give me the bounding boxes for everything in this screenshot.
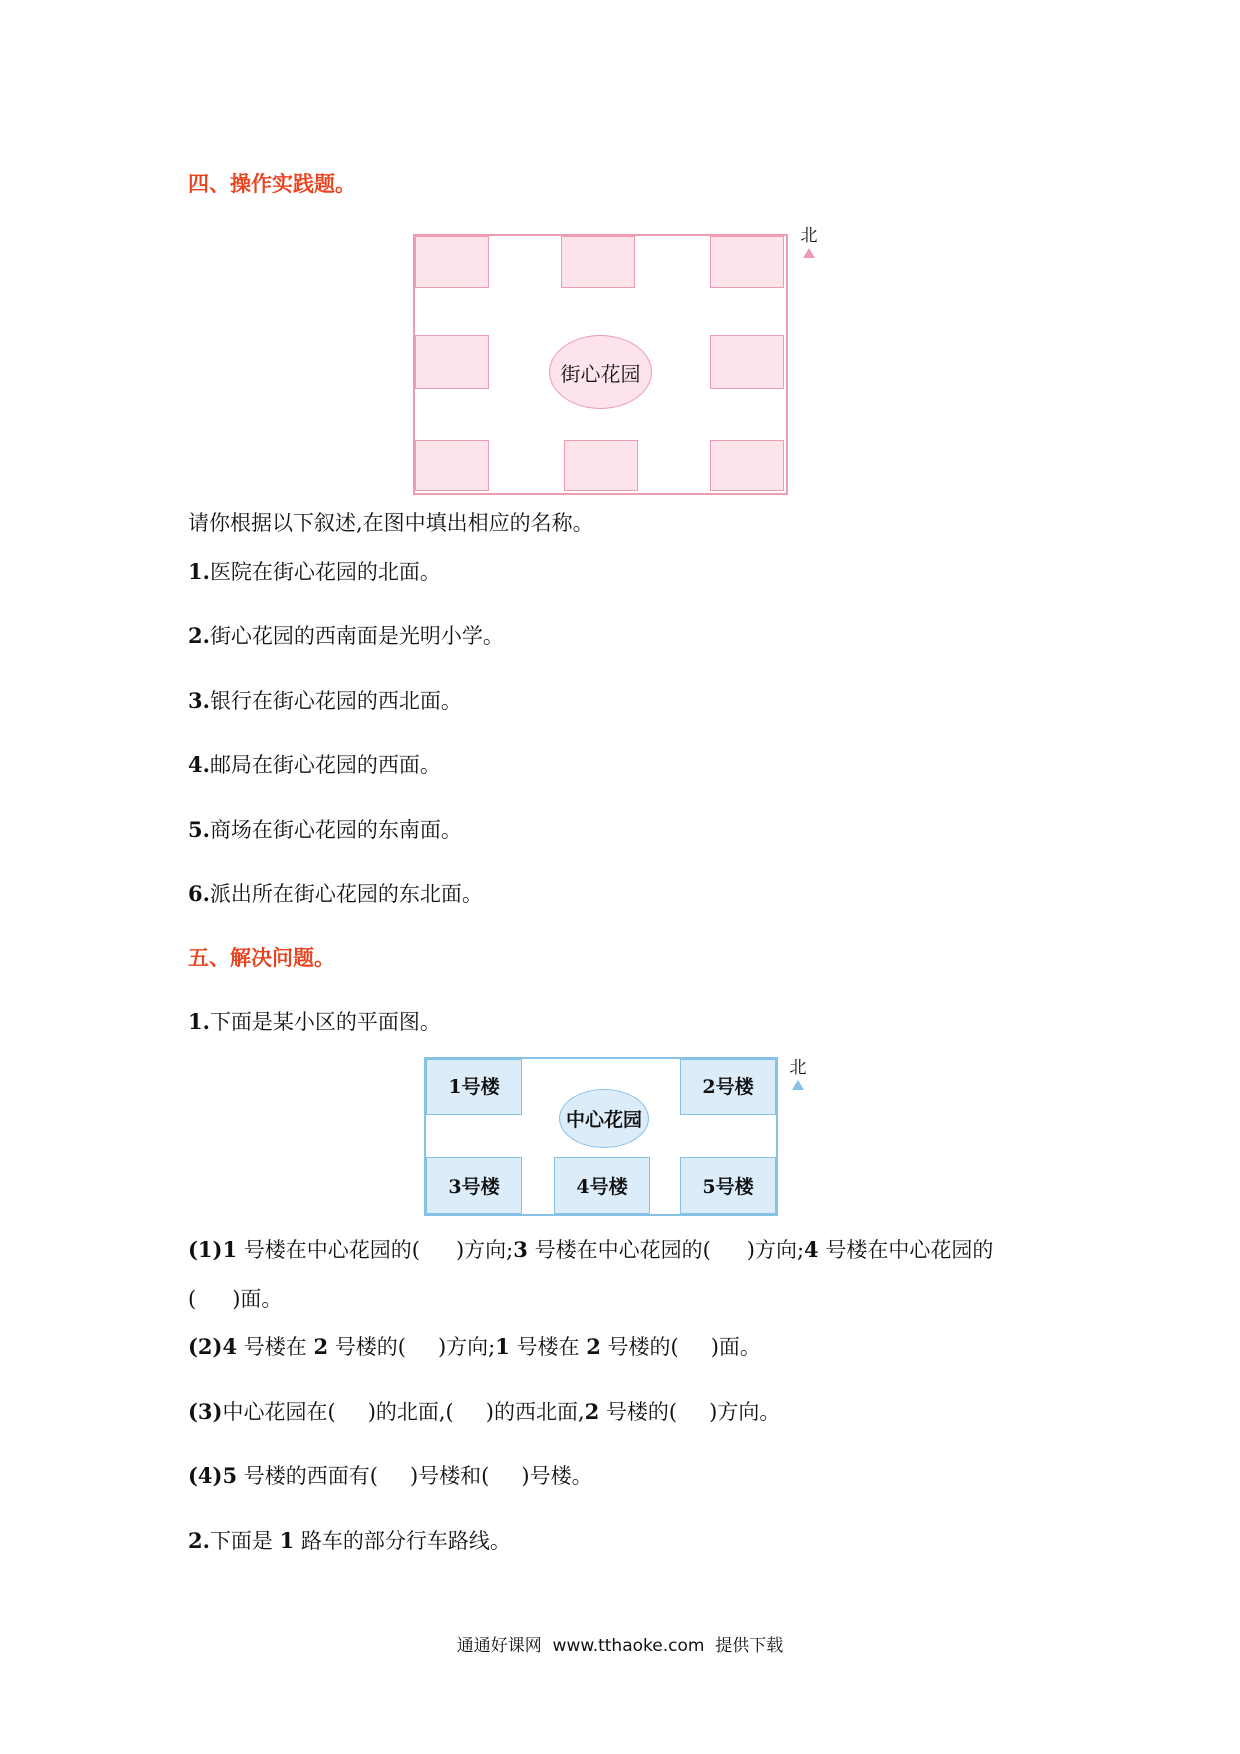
section-4-title: 四、操作实践题。	[188, 172, 356, 196]
building-4: 4号楼	[554, 1157, 650, 1214]
sub-1-num-c: 4	[804, 1237, 819, 1262]
sub-2-text-a: 号楼在	[237, 1335, 314, 1359]
sub-1-label: (1)	[188, 1237, 223, 1262]
sub-4-text-b: )号楼和(	[409, 1464, 490, 1488]
map-slot-northwest[interactable]	[415, 236, 489, 288]
building-3: 3号楼	[426, 1157, 522, 1214]
sub-2-text-c: )方向;	[437, 1335, 496, 1359]
question-1-text: 下面是某小区的平面图。	[209, 1010, 441, 1034]
sub-1-text-a: 号楼在中心花园的(	[237, 1238, 420, 1262]
sub-4-text-a: 号楼的西面有(	[237, 1464, 378, 1488]
question-2-text-b: 路车的部分行车路线。	[294, 1529, 511, 1553]
residential-map	[424, 1057, 778, 1216]
item-2-text: 街心花园的西南面是光明小学。	[209, 624, 504, 648]
sub-4-num-a: 5	[222, 1463, 238, 1488]
sub-2-num-b: 2	[313, 1334, 329, 1359]
question-1	[188, 1006, 441, 1036]
question-2-text-a: 下面是	[209, 1529, 280, 1553]
map-slot-south[interactable]	[564, 440, 638, 491]
map-slot-east[interactable]	[710, 335, 784, 389]
north-label: 北	[800, 226, 818, 246]
sub-3-text-e: )方向。	[709, 1400, 781, 1424]
sub-2-label: (2)	[188, 1334, 223, 1359]
sub-1-text-d: )方向;	[746, 1238, 805, 1262]
building-5: 5号楼	[680, 1157, 776, 1214]
north-indicator-1	[797, 221, 821, 258]
question-2	[188, 1525, 511, 1555]
building-2: 2号楼	[680, 1059, 776, 1115]
sub-3-num-a: 2	[584, 1399, 600, 1424]
item-4-text: 邮局在街心花园的西面。	[209, 753, 441, 777]
section-4-instruction: 请你根据以下叙述,在图中填出相应的名称。	[188, 511, 594, 535]
sub-1-text-e: 号楼在中心花园的	[818, 1238, 994, 1262]
item-5-number: 5.	[188, 817, 210, 842]
building-1: 1号楼	[426, 1059, 522, 1115]
item-5	[188, 814, 462, 844]
sub-question-3	[188, 1396, 780, 1426]
sub-question-4	[188, 1460, 593, 1490]
item-3-number: 3.	[188, 688, 210, 713]
sub-question-1-cont	[188, 1283, 282, 1313]
north-arrow-icon	[792, 1080, 804, 1090]
sub-3-text-a: 中心花园在(	[222, 1400, 336, 1424]
sub-1-text-b: )方向;	[455, 1238, 514, 1262]
item-2	[188, 620, 504, 650]
sub-3-text-b: )的北面,(	[367, 1400, 454, 1424]
map-slot-north[interactable]	[561, 236, 635, 288]
question-1-number: 1.	[188, 1009, 210, 1034]
item-1-number: 1.	[188, 559, 210, 584]
sub-3-text-c: )的西北面,	[485, 1400, 585, 1424]
map-slot-northeast[interactable]	[710, 236, 784, 288]
footer-credit: 通通好课网 www.tthaoke.com 提供下载	[456, 1636, 784, 1656]
sub-2-text-d: 号楼在	[509, 1335, 587, 1359]
map-slot-southeast[interactable]	[710, 440, 784, 491]
item-6-text: 派出所在街心花园的东北面。	[209, 882, 483, 906]
map-slot-southwest[interactable]	[415, 440, 489, 491]
sub-2-num-a: 4	[222, 1334, 238, 1359]
north-indicator-2	[786, 1053, 810, 1090]
item-2-number: 2.	[188, 623, 210, 648]
item-6-number: 6.	[188, 881, 210, 906]
item-4-number: 4.	[188, 752, 210, 777]
street-garden-label: 街心花园	[549, 335, 652, 409]
section-5-title: 五、解决问题。	[188, 946, 335, 970]
item-5-text: 商场在街心花园的东南面。	[209, 818, 462, 842]
sub-1-text-g: )面。	[232, 1287, 283, 1311]
sub-1-text-c: 号楼在中心花园的(	[527, 1238, 711, 1262]
item-3	[188, 685, 462, 715]
item-6	[188, 878, 483, 908]
street-garden-map	[413, 234, 788, 495]
sub-question-1	[188, 1234, 993, 1264]
map-slot-west[interactable]	[415, 335, 489, 389]
sub-1-text-f: (	[188, 1287, 197, 1311]
north-label: 北	[789, 1058, 807, 1078]
sub-3-label: (3)	[188, 1399, 223, 1424]
question-2-num: 1	[279, 1528, 295, 1553]
item-1	[188, 556, 441, 586]
sub-2-text-e: 号楼的(	[600, 1335, 679, 1359]
central-garden-label: 中心花园	[559, 1089, 649, 1148]
sub-1-num-a: 1	[222, 1237, 238, 1262]
sub-4-text-c: )号楼。	[521, 1464, 593, 1488]
sub-2-num-c: 1	[495, 1334, 510, 1359]
sub-4-label: (4)	[188, 1463, 223, 1488]
question-2-number: 2.	[188, 1528, 210, 1553]
sub-3-text-d: 号楼的(	[599, 1400, 678, 1424]
sub-question-2	[188, 1331, 761, 1361]
north-arrow-icon	[803, 248, 815, 258]
item-3-text: 银行在街心花园的西北面。	[209, 689, 462, 713]
item-4	[188, 749, 441, 779]
item-1-text: 医院在街心花园的北面。	[209, 560, 441, 584]
sub-2-text-b: 号楼的(	[328, 1335, 406, 1359]
sub-1-num-b: 3	[513, 1237, 528, 1262]
sub-2-num-d: 2	[586, 1334, 601, 1359]
sub-2-text-f: )面。	[710, 1335, 761, 1359]
